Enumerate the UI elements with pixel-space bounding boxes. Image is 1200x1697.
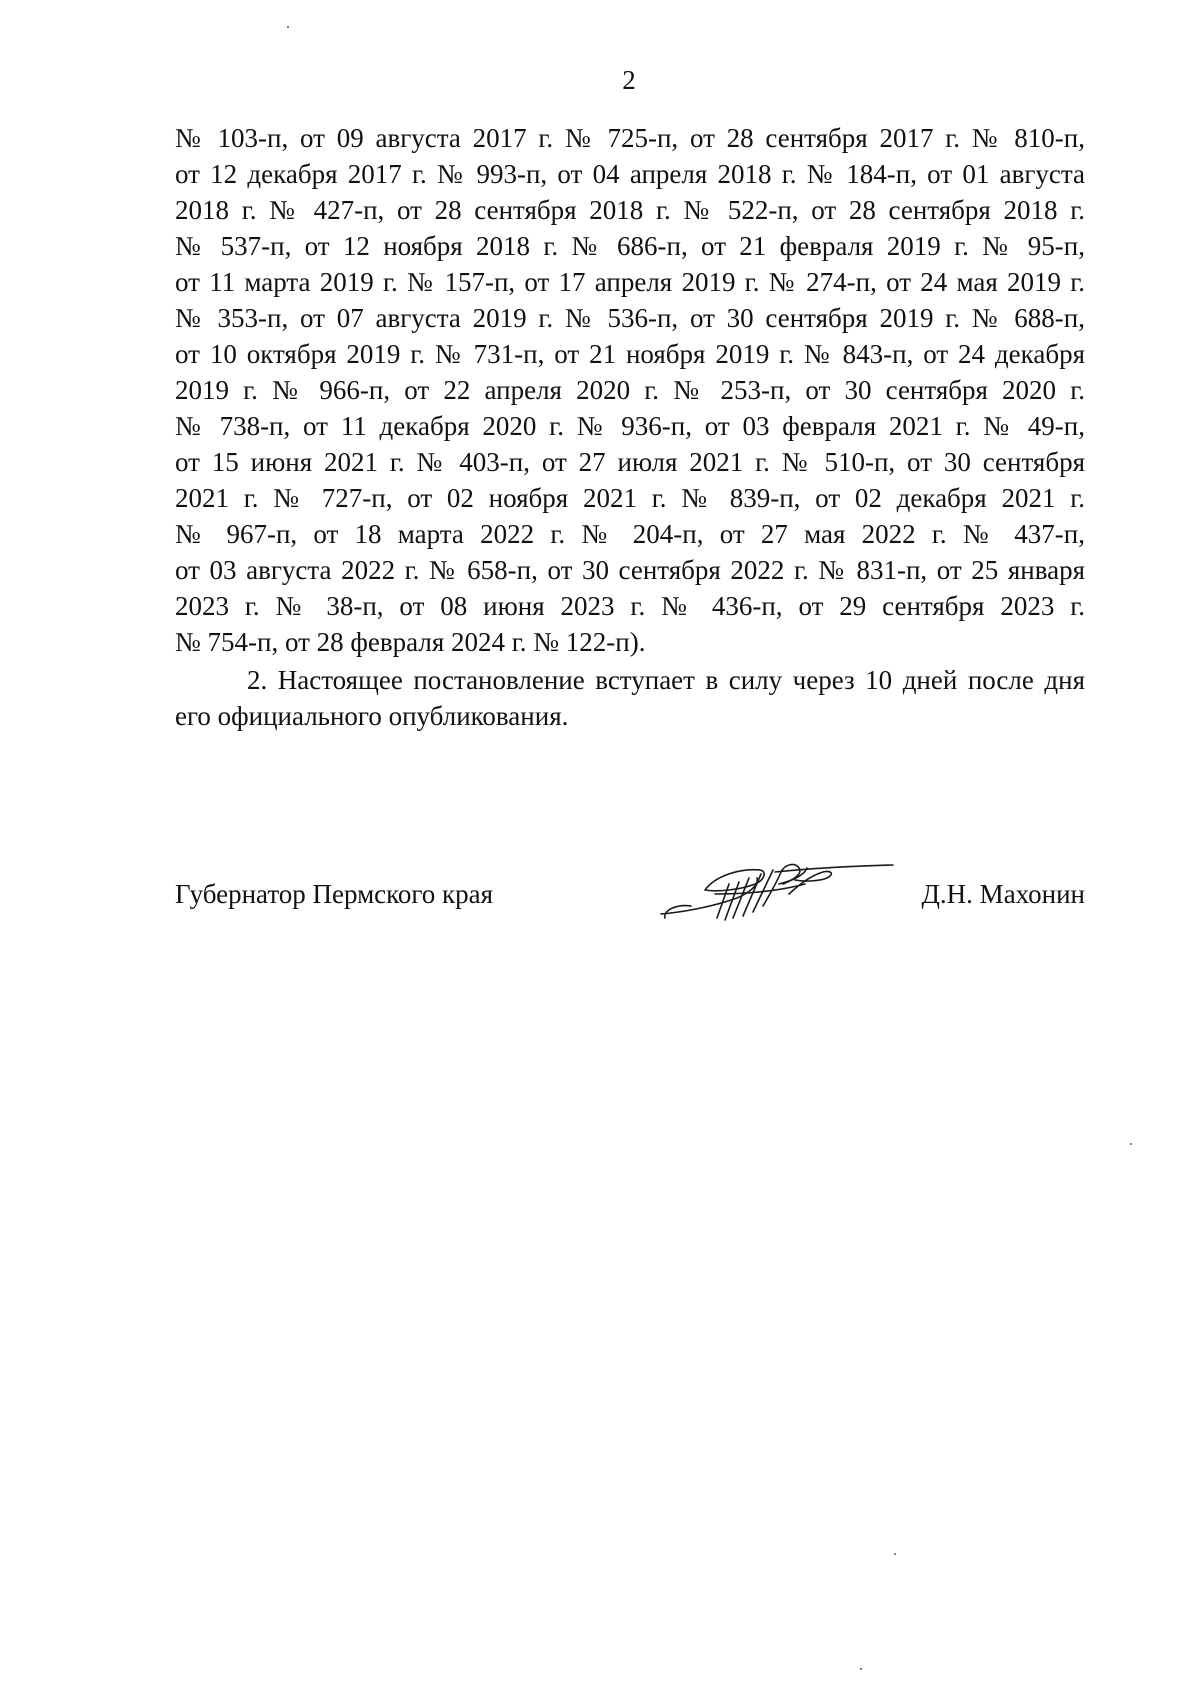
paragraph-amendments-list [175, 120, 1085, 660]
text-line: № 738-п, от 11 декабря 2020 г. № 936-п, от 03 февраля 2021 г. № 49-п, [175, 411, 1085, 441]
text-line: от 15 июня 2021 г. № 403-п, от 27 июля 2021 г. № 510-п, от 30 сентября [175, 447, 1085, 477]
text-line: № 537-п, от 12 ноября 2018 г. № 686-п, от 21 февраля 2019 г. № 95-п, [175, 231, 1085, 261]
text-line: от 11 марта 2019 г. № 157-п, от 17 апреля 2019 г. № 274-п, от 24 мая 2019 г. [175, 267, 1085, 297]
page-number: 2 [622, 65, 636, 95]
text-line: от 03 августа 2022 г. № 658-п, от 30 сентября 2022 г. № 831-п, от 25 января [175, 555, 1085, 585]
text-line: от 10 октября 2019 г. № 731-п, от 21 ноября 2019 г. № 843-п, от 24 декабря [175, 339, 1085, 369]
signatory-name: Д.Н. Махонин [921, 879, 1085, 909]
scan-speck [894, 1553, 896, 1555]
document-body [175, 120, 1085, 734]
text-line: 2. Настоящее постановление вступает в силу через 10 дней после дня [247, 665, 1085, 695]
scan-speck [1130, 1143, 1132, 1145]
signatory-title: Губернатор Пермского края [175, 879, 494, 909]
text-line: 2023 г. № 38-п, от 08 июня 2023 г. № 436-п, от 29 сентября 2023 г. [175, 591, 1085, 621]
paragraph-effective-date [175, 662, 1085, 734]
text-line: 2021 г. № 727-п, от 02 ноября 2021 г. № 839-п, от 02 декабря 2021 г. [175, 483, 1085, 513]
text-line: его официального опубликования. [175, 701, 569, 731]
text-line: 2018 г. № 427-п, от 28 сентября 2018 г. № 522-п, от 28 сентября 2018 г. [175, 195, 1085, 225]
signature-block [175, 876, 1085, 916]
scan-speck [287, 26, 289, 28]
text-line: № 353-п, от 07 августа 2019 г. № 536-п, от 30 сентября 2019 г. № 688-п, [175, 303, 1085, 333]
text-line: от 12 декабря 2017 г. № 993-п, от 04 апреля 2018 г. № 184-п, от 01 августа [175, 159, 1085, 189]
scan-speck [860, 1668, 862, 1670]
text-line: № 967-п, от 18 марта 2022 г. № 204-п, от 27 мая 2022 г. № 437-п, [175, 519, 1085, 549]
handwritten-signature [655, 854, 895, 934]
text-line: № 754-п, от 28 февраля 2024 г. № 122-п). [175, 627, 646, 657]
text-line: 2019 г. № 966-п, от 22 апреля 2020 г. № 253-п, от 30 сентября 2020 г. [175, 375, 1085, 405]
text-line: № 103-п, от 09 августа 2017 г. № 725-п, от 28 сентября 2017 г. № 810-п, [175, 123, 1085, 153]
